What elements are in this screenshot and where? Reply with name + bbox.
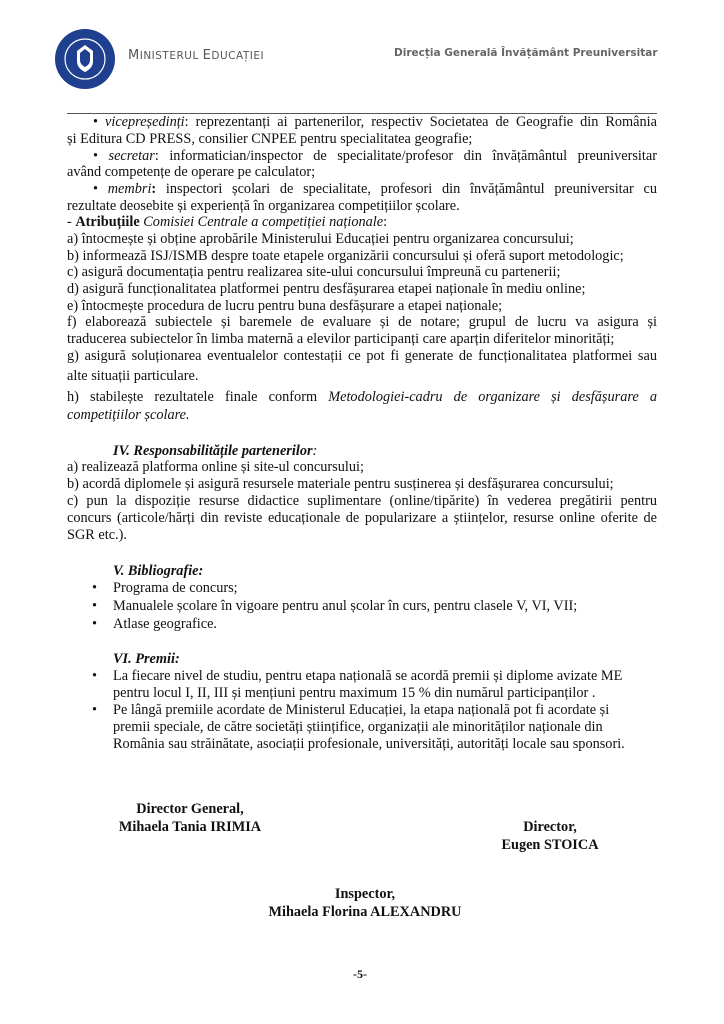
list-item: c) asigură documentația pentru realizarea site-ului concursului împreună cu partenerii; [67, 264, 561, 280]
list-item: b) acordă diplomele și asigură resursele materiale pentru susținerea și desfășurarea concursului; [67, 476, 614, 492]
signature-name: Mihaela Florina ALEXANDRU [268, 904, 462, 920]
text-line: traducerea subiectelor în limba maternă a elevilor participanți care aparțin diferitelor minorități; [67, 331, 615, 347]
section-vi-title: VI. Premii: [113, 651, 180, 667]
text-line: având competențe de operare pe calculator; [67, 164, 316, 180]
document-page: MINISTERUL EDUCAȚIEI Direcția Generală Învățământ Preuniversitar • vicepreședinți: reprezentanți ai partenerilor, respectiv Societatea de Geografie din România și Editura CD PRESS, consilier CNPEE pentru specialitatea geografie; • secretar: informatician/inspector de specialitate/profesor din învățământul preuniversitar având competențe de operare pe calculator; • membri: inspectori școlari de specialitate, profesori din învățământul preuniversitar cu rezultate deosebite și experiență în organizarea competițiilor școlare. - Atribuțiile Comisiei Centrale a competiției naționale: a) întocmește și obține aprobările Ministerului Educației pentru organizarea concursului; b) informează ISJ/ISMB despre toate etapele organizării concursului și oferă suport metodologic; c) asigură documentația pentru realizarea site-ului concursului împreună cu partenerii; d) asigură funcționalitatea platformei pentru desfășurarea etapei naționale în mediu online; e) întocmește procedura de lucru pentru buna desfășurare a etapei naționale; f) elaborează subiectele și baremele de evaluare și de notare; grupul de lucru va asigura și traducerea subiectelor în limba maternă a elevilor participanți care aparțin diferitelor minorități; g) asigură soluționarea eventualelor contestații ce pot fi generate de funcționalitatea platformei sau alte situații particulare. h) stabilește rezultatele finale conform Metodologiei-cadru de organizare și desfășurare a competițiilor școlare. IV. Responsabilitățile partenerilor: a) realizează platforma online și site-ul concursului; b) acordă diplomele și asigură resursele materiale pentru susținerea și desfășurarea concursului; c) pun la dispoziție resurse didactice suplimentare (online/tipărite) în vederea pregătirii pentru concurs (articole/hărți din reviste educaționale de popularizare a științelor, resurse online oferite de SGR etc.). V. Bibliografie: • Programa de concurs; • Manualele școlare în vigoare pentru anul școlar în curs, pentru clasele V, VI, VII; • Atlase geografice. VI. Premii: • La fiecare nivel de studiu, pentru etapa națională se acordă premii și diplome avizate ME pentru locul I, II, III și mențiuni pentru maximum 15 % din numărul participanților . • Pe lângă premiile acordate de Ministerul Educației, la etapa națională pot fi acordate și premii speciale, de către societăți științifice, organizații ale minorităților naționale din România sau străinătate, asociații profesionale, universități, autorități locale sau sponsori. Director General, Mihaela Tania IRIMIA Director, Eugen STOICA Inspector, Mihaela Florina ALEXANDRU -5- [0, 0, 724, 1024]
list-item: d) asigură funcționalitatea platformei pentru desfășurarea etapei naționale în mediu online; [67, 281, 586, 297]
page-number: -5- [353, 967, 367, 981]
director-general-signature [110, 800, 270, 836]
section-v-title: V. Bibliografie: [113, 563, 204, 579]
directorate-name: Direcția Generală Învățământ Preuniversitar [394, 47, 658, 59]
list-item: e) întocmește procedura de lucru pentru buna desfășurare a etapei naționale; [67, 298, 503, 314]
inspector-signature [250, 885, 480, 921]
text-line: concurs (articole/hărți din reviste educaționale de popularizare a științelor, resurse online oferite de [67, 510, 657, 526]
members-line: • membri: inspectori școlari de specialitate, profesori din învățământul preuniversitar cu [93, 181, 657, 197]
director-signature [480, 818, 620, 854]
vicepresidents-line: • vicepreședinți: reprezentanți ai partenerilor, respectiv Societatea de Geografie din România [93, 114, 657, 130]
list-item: c) pun la dispoziție resurse didactice suplimentare (online/tipărite) în vederea pregătirii pentru [67, 493, 657, 509]
signature-title: Inspector, [334, 886, 396, 902]
list-item: b) informează ISJ/ISMB despre toate etapele organizării concursului și oferă suport metodologic; [67, 248, 624, 264]
attributions-heading: - Atribuțiile Comisiei Centrale a competiției naționale: [67, 214, 388, 230]
list-item: f) elaborează subiectele și baremele de evaluare și de notare; grupul de lucru va asigura și [67, 314, 657, 330]
text-line: rezultate deosebite și experiență în organizarea competițiilor școlare. [67, 198, 460, 214]
signature-name: Eugen STOICA [501, 837, 599, 853]
text-line: și Editura CD PRESS, consilier CNPEE pentru specialitatea geografie; [67, 131, 473, 147]
signature-name: Mihaela Tania IRIMIA [118, 819, 262, 835]
government-logo-icon [54, 28, 116, 90]
signature-title: Director General, [136, 801, 244, 817]
ministry-name: MINISTERUL EDUCAȚIEI [128, 48, 265, 63]
section-iv-title: IV. Responsabilitățile partenerilor: [113, 443, 318, 459]
list-item: a) întocmește și obține aprobările Ministerului Educației pentru organizarea concursului; [67, 231, 574, 247]
text-line: competițiilor școlare. [67, 407, 190, 423]
signature-title: Director, [523, 819, 577, 835]
list-item: a) realizează platforma online și site-ul concursului; [67, 459, 364, 475]
text-line: SGR etc.). [67, 527, 127, 543]
secretary-line: • secretar: informatician/inspector de specialitate/profesor din învățământul preuniversitar [93, 148, 657, 164]
text-line: alte situații particulare. [67, 368, 199, 384]
list-item: g) asigură soluționarea eventualelor contestații ce pot fi generate de funcționalitatea platformei sau [67, 348, 657, 364]
list-item: h) stabilește rezultatele finale conform Metodologiei-cadru de organizare și desfășurare a [67, 389, 657, 405]
